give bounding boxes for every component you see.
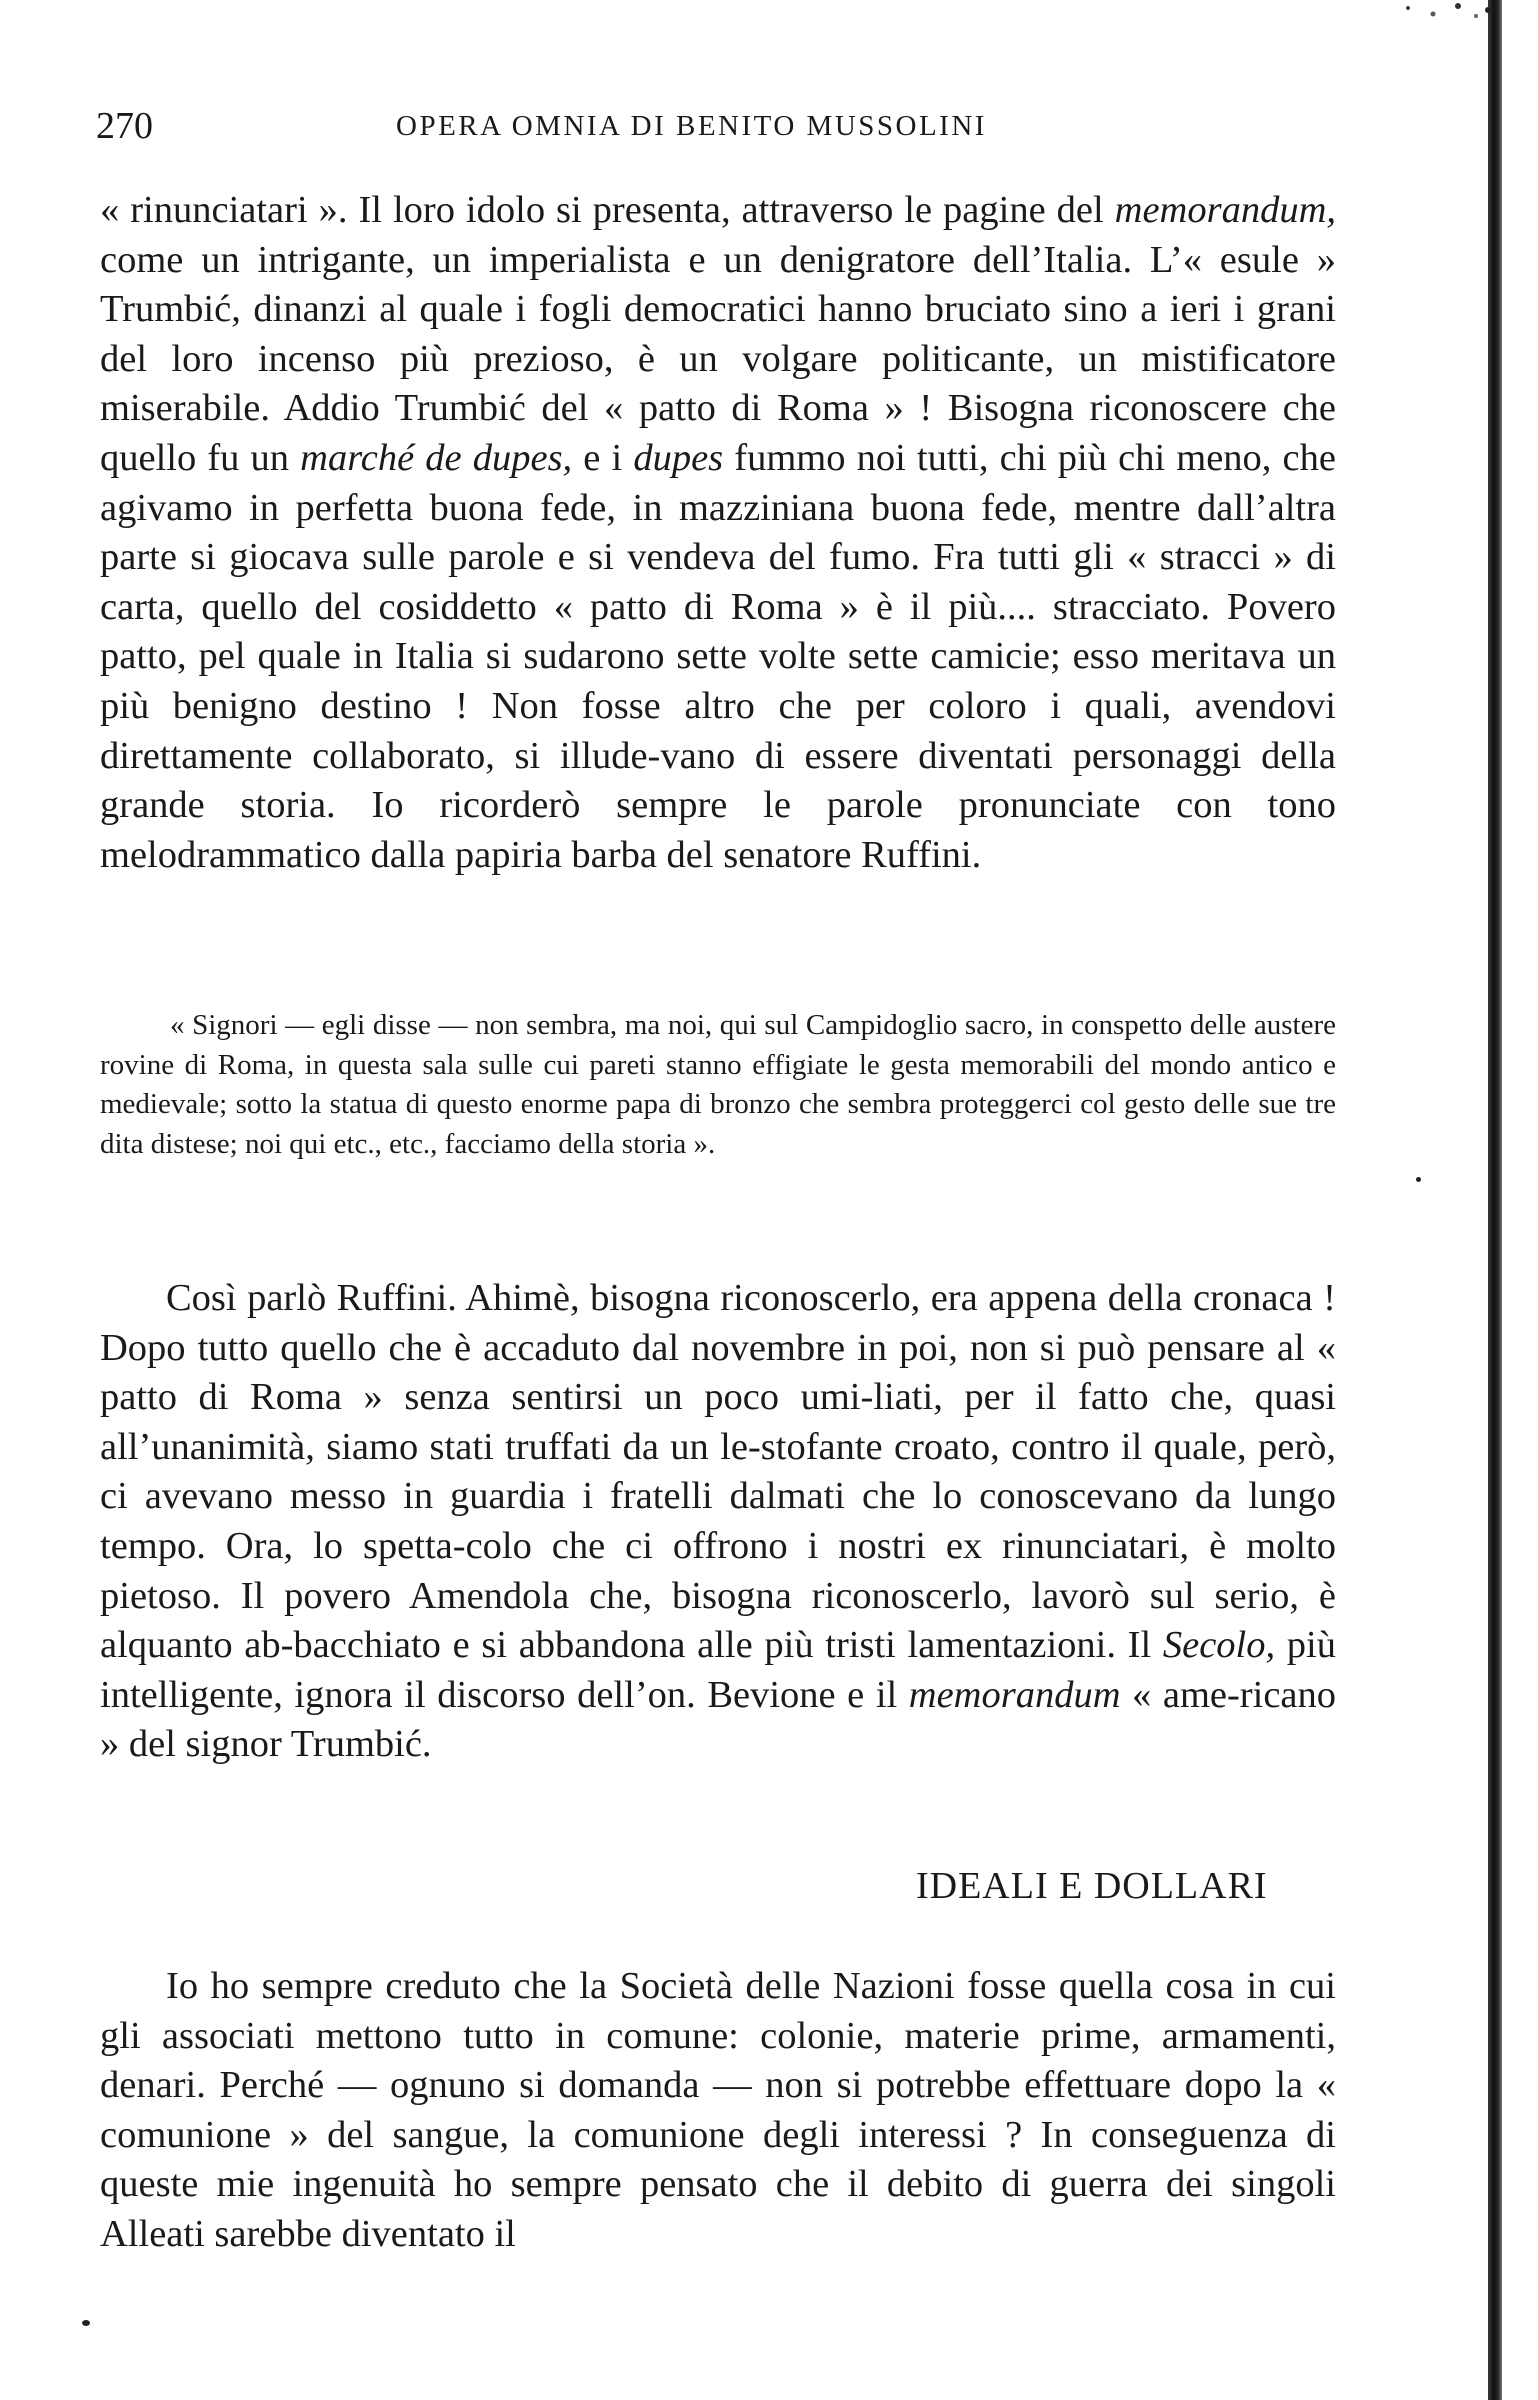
page-binding-edge [1488, 0, 1502, 2400]
quote-text: « Signori — egli disse — non sembra, ma noi, qui sul Campidoglio sacro, in conspetto delle austere rovine di Roma, in questa sala sulle cui pareti stanno effigiate le gesta memorabili del mondo antico e medievale; sotto la statua di questo enorme papa di bronzo che sembra proteggerci col gesto delle sue tre dita distese; noi qui etc., etc., facciamo della storia ». [100, 1009, 1336, 1160]
paragraph-1: « rinunciatari ». Il loro idolo si presenta, attraverso le pagine del memorandum, come un intrigante, un imperialista e un denigratore dell’Italia. L’« esule » Trumbić, dinanzi al quale i fogli democratici hanno bruciato sino a ieri i grani del loro incenso più prezioso, è un volgare politicante, un mistificatore miserabile. Addio Trumbić del « patto di Roma » ! Bisogna riconoscere che quello fu un marché de dupes, e i dupes fummo noi tutti, chi più chi meno, che agivamo in perfetta buona fede, in mazziniana buona fede, mentre dall’altra parte si giocava sulle parole e si vendeva del fumo. Fra tutti gli « stracci » di carta, quello del cosiddetto « patto di Roma » è il più.... stracciato. Povero patto, pel quale in Italia si sudarono sette volte sette camicie; esso meritava un più benigno destino ! Non fosse altro che per coloro i quali, avendovi direttamente collaborato, si illude-vano di essere diventati personaggi della grande storia. Io ricorderò sempre le parole pronunciate con tono melodrammatico dalla papiria barba del senatore Ruffini. [100, 189, 1336, 876]
paragraph-3: Io ho sempre creduto che la Società delle Nazioni fosse quella cosa in cui gli associati mettono tutto in comune: colonie, materie prime, armamenti, denari. Perché — ognuno si domanda — non si potrebbe effettuare dopo la « comunione » del sangue, la comunione degli interessi ? In conseguenza di queste mie ingenuità ho sempre pensato che il debito di guerra dei singoli Alleati sarebbe diventato il [100, 1965, 1336, 2255]
scan-speck [1416, 1177, 1421, 1182]
page-number: 270 [96, 105, 153, 147]
block-quote [100, 1006, 1336, 1164]
scan-speck [82, 2320, 90, 2326]
scan-noise [1388, 0, 1508, 40]
section-title: IDEALI E DOLLARI [916, 1865, 1268, 1907]
page-header [96, 104, 1346, 164]
paragraph-2: Così parlò Ruffini. Ahimè, bisogna riconoscerlo, era appena della cronaca ! Dopo tutto quello che è accaduto dal novembre in poi, non si può pensare al « patto di Roma » senza sentirsi un poco umi-liati, per il fatto che, quasi all’unanimità, siamo stati truffati da un le-stofante croato, contro il quale, però, ci avevano messo in guardia i fratelli dalmati che lo conoscevano da lungo tempo. Ora, lo spetta-colo che ci offrono i nostri ex rinunciatari, è molto pietoso. Il povero Amendola che, bisogna riconoscerlo, lavorò sul serio, è alquanto ab-bacchiato e si abbandona alle più tristi lamentazioni. Il Secolo, più intelligente, ignora il discorso dell’on. Bevione e il memorandum « ame-ricano » del signor Trumbić. [100, 1277, 1336, 1766]
running-head: OPERA OMNIA DI BENITO MUSSOLINI [396, 110, 987, 142]
